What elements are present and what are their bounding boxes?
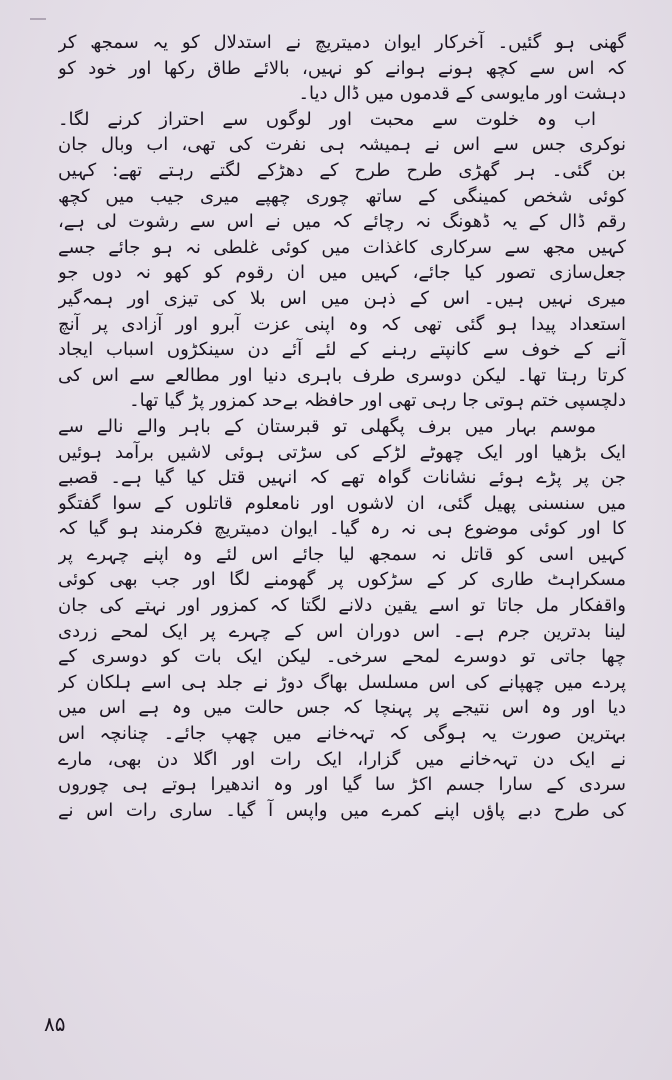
paragraph-3	[58, 414, 626, 824]
text-line: کہ اس سے کچھ ہونے ہوانے کو نہیں، بالائے طاق رکھا اور خود کو	[58, 57, 626, 79]
text-line: مسکراہٹ طاری کر کے سڑکوں پر گھومنے لگا اور جب بھی کوئی	[58, 569, 626, 591]
print-mark	[30, 18, 46, 20]
text-line: سردی کے سارا جسم اکڑ سا گیا اور وہ اندھیرا ہوتے ہی چوروں	[58, 774, 626, 796]
text-line: کوئی شخص کمینگی کے ساتھ چوری چھپے میری جیب میں کچھ	[58, 185, 626, 207]
text-line: استعداد پیدا ہو گئی تھی کہ وہ اپنی عزت آبرو اور آزادی پر آنچ	[58, 313, 626, 335]
text-line: گھنی ہو گئیں۔ آخرکار ایوان دمیتریچ نے استدلال کو یہ سمجھ کر	[58, 32, 626, 53]
text-line: رقم ڈال کے یہ ڈھونگ نہ رچائے کہ میں نے اس سے رشوت لی ہے،	[58, 211, 626, 233]
text-line: موسم بہار میں برف پگھلی تو قبرستان کے باہر والے نالے سے	[58, 415, 596, 437]
text-line: بن گئی۔ ہر گھڑی طرح طرح کے دھڑکے لگتے رہتے تھے: کہیں	[58, 159, 626, 181]
text-line: کا اور کوئی موضوع ہی نہ رہ گیا۔ ایوان دمیتریچ فکرمند ہو گیا کہ	[58, 518, 626, 540]
text-line: کی طرح دبے پاؤں اپنے کمرے میں واپس آ گیا۔ ساری رات اس نے	[58, 799, 626, 821]
text-line: کہیں مجھ سے سرکاری کاغذات میں کوئی غلطی نہ ہو جائے جسے	[58, 236, 626, 258]
text-line: بہترین صورت یہ ہوگی کہ تہہ‌خانے میں چھپ جائے۔ چنانچہ اس	[58, 723, 626, 745]
text-line: میری نہیں ہیں۔ اس کے ذہن میں اس بلا کی تیزی اور ہمہ‌گیر	[58, 287, 626, 309]
paragraph-2	[58, 107, 626, 414]
text-line: کہیں اسی کو قاتل نہ سمجھ لیا جائے اس لئے وہ اپنے چہرے پر	[58, 543, 626, 565]
text-line: کرتا رہتا تھا۔ لیکن دوسری طرف باہری دنیا اور مطالعے سے اس کی	[58, 364, 626, 386]
text-line: میں سنسنی پھیل گئی، ان لاشوں اور نامعلوم قاتلوں کے سوا گفتگو	[58, 492, 626, 514]
page-number: ۸۵	[44, 1012, 66, 1036]
text-line: پردے میں چھپانے کی اس مسلسل بھاگ دوڑ نے جلد ہی اسے ہلکان کر	[58, 671, 626, 693]
text-line: جعل‌سازی تصور کیا جائے، کہیں میں ان رقوم کو کھو نہ دوں جو	[58, 262, 626, 284]
text-line: چھا جاتی تو دوسرے لمحے سرخی۔ لیکن ایک بات کو دوسری کے	[58, 646, 626, 668]
text-line: اب وہ خلوت سے محبت اور لوگوں سے احتراز کرنے لگا۔	[58, 108, 596, 130]
text-line: ایک بڑھیا اور ایک چھوٹے لڑکے کی سڑتی ہوئی لاشیں برآمد ہوئیں	[58, 441, 626, 463]
text-line: جن پر پڑے ہوئے نشانات گواہ تھے کہ انہیں قتل کیا گیا ہے۔ قصبے	[58, 467, 626, 489]
text-line: دہشت اور مایوسی کے قدموں میں ڈال دیا۔	[298, 83, 626, 105]
text-line: دیا اور وہ اس نتیجے پر پہنچا کہ جس حالت میں وہ ہے اس میں	[58, 697, 626, 719]
text-line: دلچسپی ختم ہوتی جا رہی تھی اور حافظہ بے‌حد کمزور پڑ گیا تھا۔	[129, 390, 626, 412]
page-text	[58, 30, 626, 823]
text-line: نے ایک دن تہہ‌خانے میں گزارا، ایک رات اور اگلا دن بھی، مارے	[58, 748, 626, 770]
text-line: لینا بدترین جرم ہے۔ اس دوران اس کے چہرے پر ایک لمحے زردی	[58, 620, 626, 642]
paragraph-1	[58, 30, 626, 107]
text-line: آنے کے خوف سے کانپتے رہنے کے لئے آئے دن سینکڑوں اسباب ایجاد	[58, 339, 626, 361]
text-line: واقفکار مل جاتا تو اسے یقین دلانے لگتا کہ کمزور اور نہتے کی جان	[58, 595, 626, 617]
text-line: نوکری جس سے اس نے ہمیشہ ہی نفرت کی تھی، اب وبال جان	[58, 134, 626, 156]
